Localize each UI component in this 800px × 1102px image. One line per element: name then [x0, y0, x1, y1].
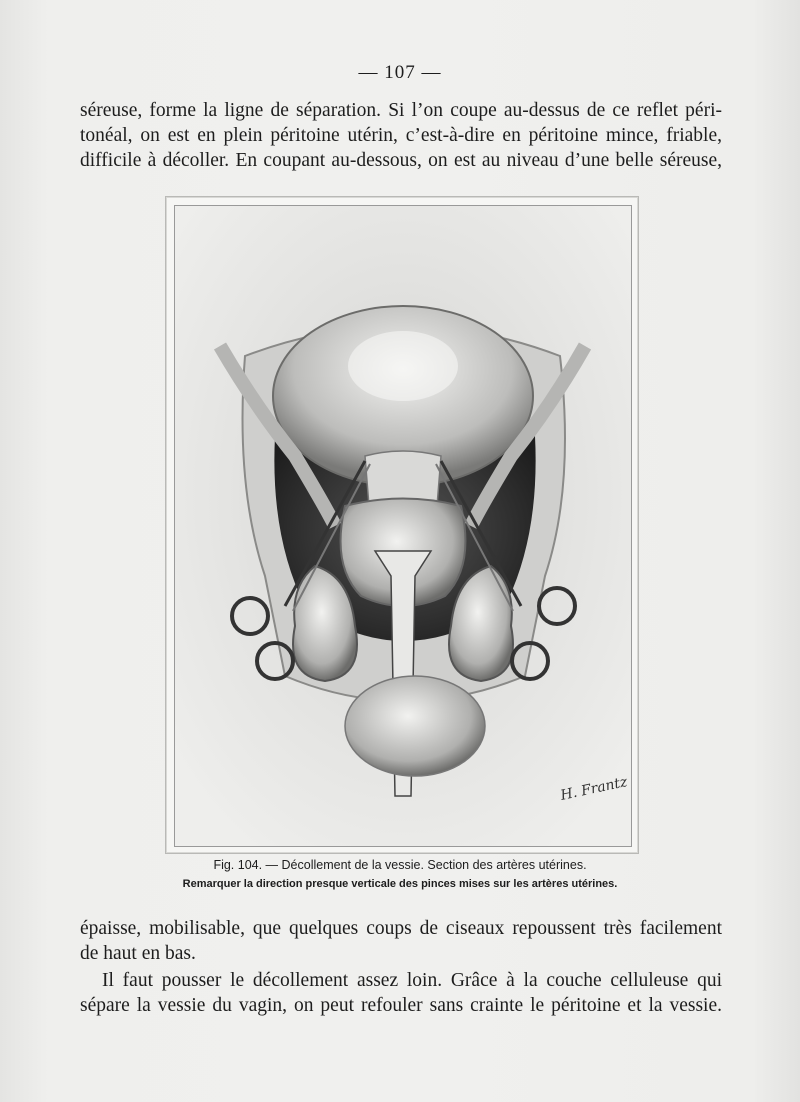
bottom-paragraph-2: [80, 968, 722, 1018]
illustration-drawing: [175, 206, 631, 846]
artist-signature: H. Frantz: [559, 774, 629, 804]
page-number: — 107 —: [358, 62, 442, 83]
surgical-illustration: [174, 205, 632, 847]
text-line: séreuse, forme la ligne de séparation. Si l’on coupe au-dessus de ce reflet péri-: [80, 100, 722, 121]
text-line: épaisse, mobilisable, que quelques coups de ciseaux repoussent très facilement: [80, 918, 722, 939]
text-line: de haut en bas.: [80, 943, 196, 964]
text-line: difficile à décoller. En coupant au-dessous, on est au niveau d’une belle séreuse,: [80, 150, 722, 171]
figure-caption-title: Fig. 104. — Décollement de la vessie. Section des artères utérines.: [213, 858, 587, 872]
figure-plate: [165, 196, 639, 854]
top-paragraph: [80, 98, 722, 173]
text-line: Il faut pousser le décollement assez loin. Grâce à la couche celluleuse qui: [102, 970, 722, 991]
bottom-paragraph-1: [80, 916, 722, 966]
text-line: tonéal, on est en plein péritoine utérin, c’est-à-dire en péritoine mince, friable,: [80, 125, 722, 146]
figure-caption-note: Remarquer la direction presque verticale des pinces mises sur les artères utérines.: [182, 878, 618, 890]
text-line: sépare la vessie du vagin, on peut refouler sans crainte le péritoine et la vessie.: [80, 995, 722, 1016]
